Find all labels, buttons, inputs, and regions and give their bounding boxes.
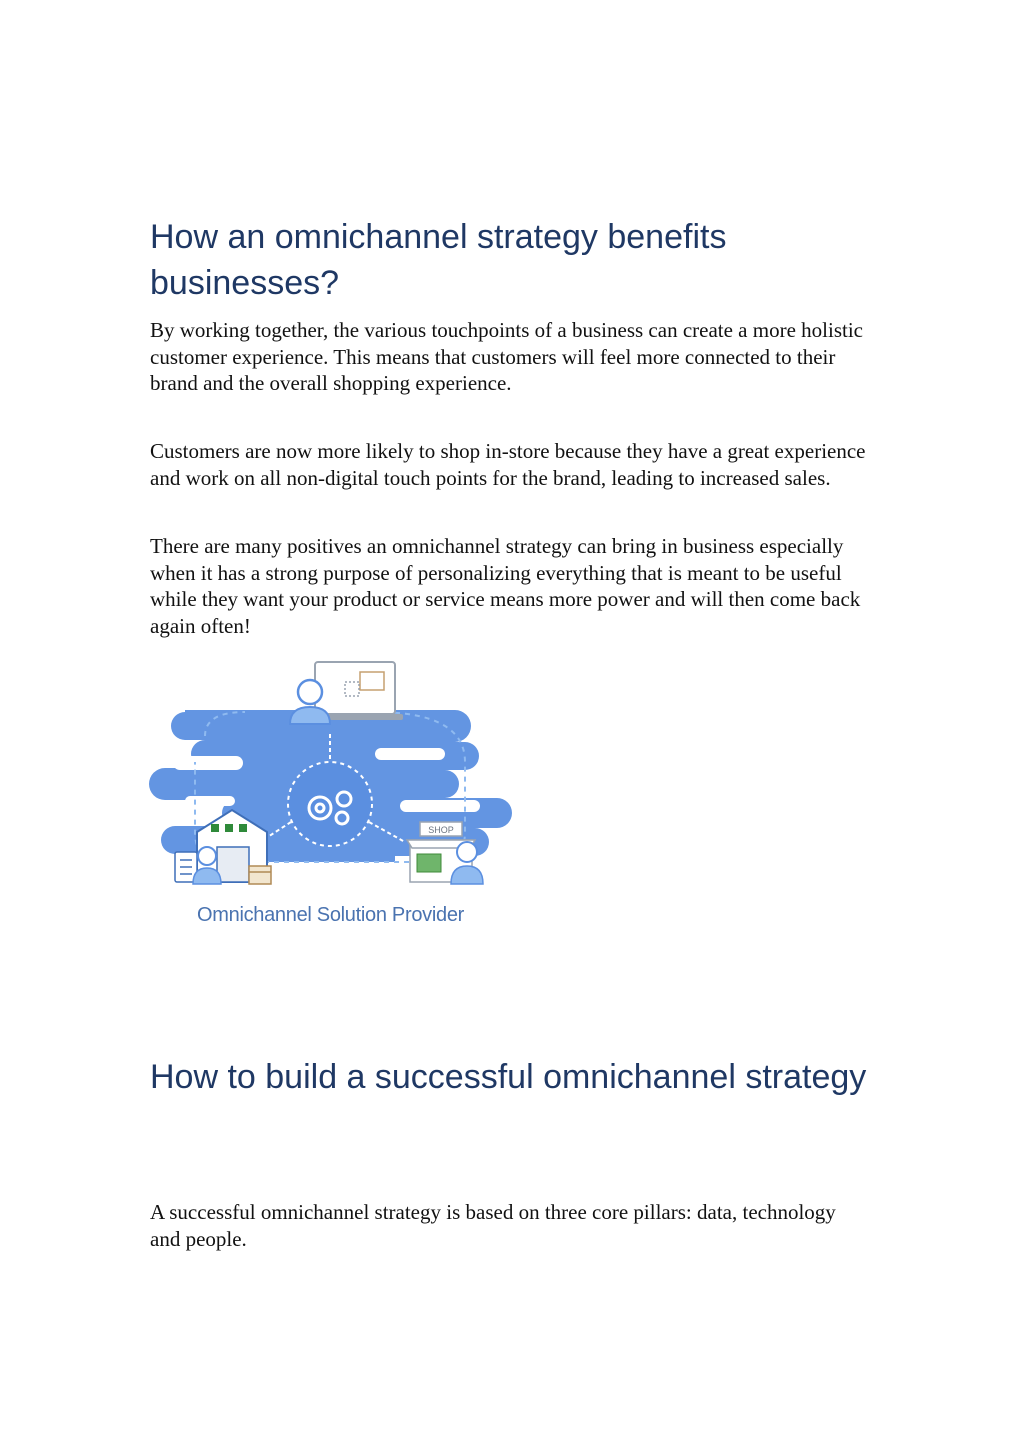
section-heading-build: How to build a successful omnichannel strategy [150,1058,867,1096]
figure-caption: Omnichannel Solution Provider [197,904,465,926]
omnichannel-illustration [145,652,515,952]
paragraph-touchpoints: By working together, the various touchpoints of a business can create a more holistic customer experience. This means that customers will feel more connected to their brand and the overall shopping experience. [150,318,863,395]
paragraph-positives: There are many positives an omnichannel strategy can bring in business especially when it has a strong purpose of personalizing everything that is meant to be useful while they want your product or service means more power and will then come back again often! [150,534,861,638]
paragraph-in-store: Customers are now more likely to shop in-store because they have a great experience and work on all non-digital touch points for the brand, leading to increased sales. [150,439,866,490]
shop-sign: SHOP [428,825,454,835]
omnichannel-diagram [145,652,515,902]
package-icon [249,866,271,884]
paragraph-pillars: A successful omnichannel strategy is based on three core pillars: data, technology and people. [150,1200,836,1251]
section-heading-benefits: How an omnichannel strategy benefits businesses? [150,218,727,302]
